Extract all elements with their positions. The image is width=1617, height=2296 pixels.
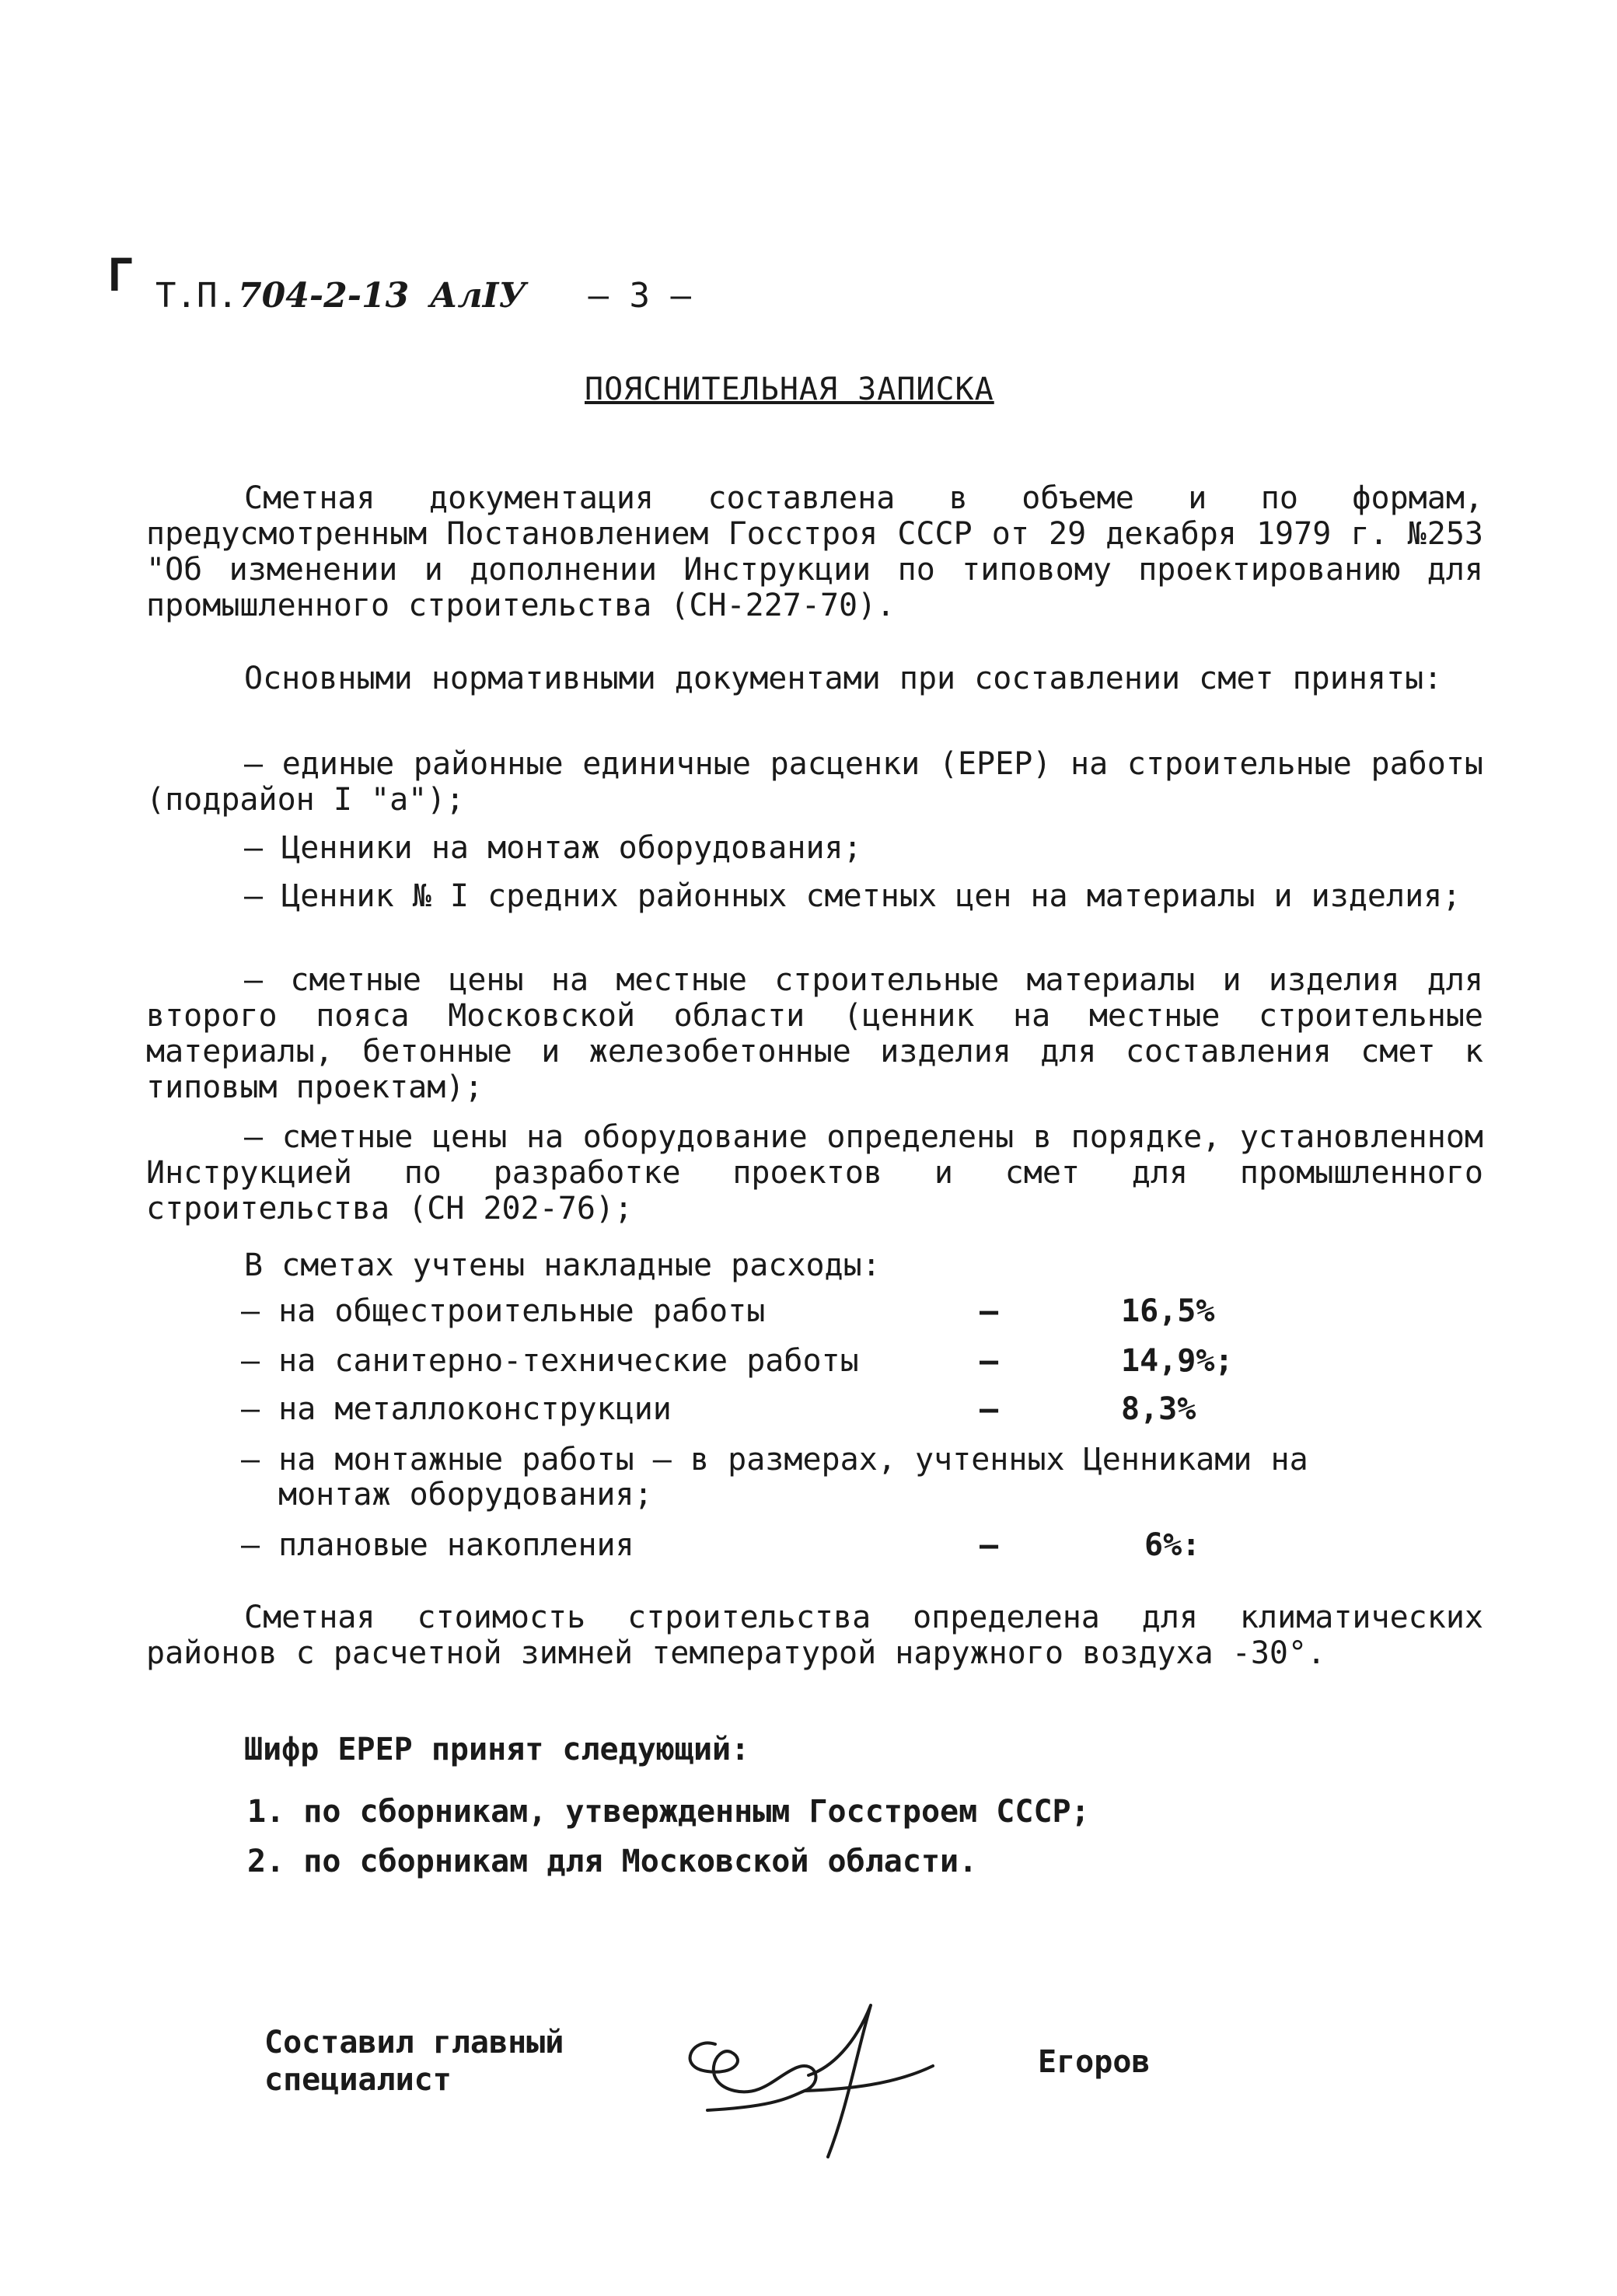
- cipher-item: 2. по сборникам для Московской области.: [247, 1844, 978, 1879]
- overhead-dash: –: [980, 1343, 999, 1379]
- signatory-name: Егоров: [1038, 2044, 1151, 2080]
- signatory-role: [264, 2024, 564, 2099]
- norms-item: – сметные цены на местные строительные материалы и изделия для второго пояса Московской области (ценник на местные строительные материалы, бетонные и железобетонные изделия для составления смет к типовым проектам);: [146, 962, 1483, 1105]
- signatory-role-line: Составил главный: [264, 2025, 564, 2060]
- climate-paragraph: Сметная стоимость строительства определена для климатических районов с расчетной зимней температурой наружного воздуха -30°.: [146, 1600, 1483, 1671]
- overhead-row: [241, 1293, 765, 1329]
- handwritten-signature: [661, 1974, 941, 2161]
- norms-item: – Ценник № I средних районных сметных цен на материалы и изделия;: [244, 878, 1462, 914]
- overhead-label: – на общестроительные работы: [241, 1293, 766, 1329]
- overhead-value: 16,5%: [1121, 1293, 1215, 1329]
- overhead-value: 14,9%;: [1121, 1343, 1234, 1379]
- signatory-role-line: специалист: [264, 2062, 452, 2098]
- plan-savings-dash: –: [980, 1527, 999, 1563]
- header-prefix: Т.П.: [155, 276, 238, 316]
- montage-line: – на монтажные работы – в размерах, учтенных Ценниками на: [241, 1442, 1308, 1478]
- norms-item: – сметные цены на оборудование определены в порядке, установленном Инструкцией по разработке проектов и смет для промышленного строительства (СН 202-76);: [146, 1119, 1483, 1227]
- header-page-number: – 3 –: [588, 276, 691, 316]
- overhead-value: 8,3%: [1121, 1391, 1196, 1427]
- overhead-row: [241, 1391, 672, 1427]
- overhead-intro: В сметах учтены накладные расходы:: [244, 1247, 881, 1283]
- overhead-label: – на металлоконструкции: [241, 1391, 672, 1427]
- document-header: [155, 276, 691, 316]
- plan-savings-value: 6%:: [1144, 1527, 1201, 1563]
- norms-item: – единые районные единичные расценки (ЕРЕР) на строительные работы (подрайон I "а");: [146, 746, 1483, 818]
- cipher-item: 1. по сборникам, утвержденным Госстроем СССР;: [247, 1794, 1090, 1830]
- montage-line-continued: монтаж оборудования;: [278, 1477, 653, 1513]
- overhead-label: – на санитерно-технические работы: [241, 1343, 859, 1379]
- header-project-code: 704-2-13: [237, 276, 410, 316]
- corner-mark: Г: [107, 249, 134, 302]
- cipher-intro: Шифр ЕРЕР принят следующий:: [244, 1732, 750, 1767]
- overhead-dash: –: [980, 1293, 999, 1329]
- plan-savings-label: – плановые накопления: [241, 1527, 634, 1563]
- document-title: ПОЯСНИТЕЛЬНАЯ ЗАПИСКА: [585, 372, 994, 407]
- norms-item: – Ценники на монтаж оборудования;: [244, 830, 862, 866]
- header-album: АлIУ: [429, 276, 527, 316]
- overhead-row: [241, 1343, 859, 1379]
- overhead-dash: –: [980, 1391, 999, 1427]
- intro-paragraph: Сметная документация составлена в объеме и по формам, предусмотренным Постановлением Госстроя СССР от 29 декабря 1979 г. №253 "Об изменении и дополнении Инструкции по типовому проектированию для промышленного строительства (СН-227-70).: [146, 480, 1483, 623]
- norms-intro-paragraph: Основными нормативными документами при составлении смет приняты:: [244, 661, 1443, 696]
